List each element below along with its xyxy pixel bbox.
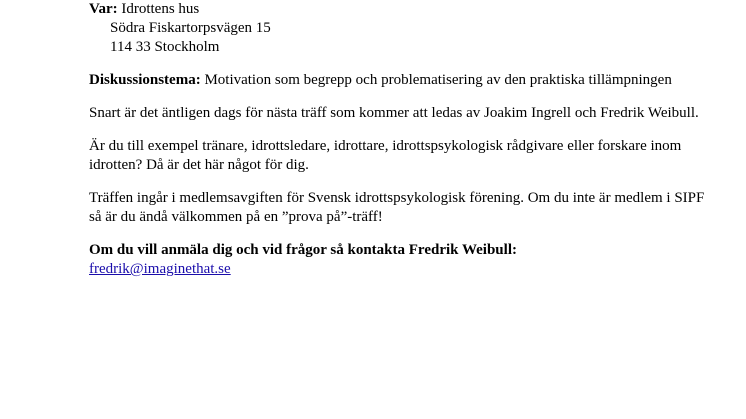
intro-paragraph: Snart är det äntligen dags för nästa träff som kommer att ledas av Joakim Ingrell och Fredrik Weibull. <box>89 105 699 121</box>
location-first-line <box>89 0 709 19</box>
location-postal-city: 114 33 Stockholm <box>110 39 220 55</box>
membership-paragraph: Träffen ingår i medlemsavgiften för Svensk idrottspsykologisk förening. Om du inte är medlem i SIPF så är du ändå välkommen på en ”prova på”-träff! <box>89 190 705 225</box>
location-venue: Idrottens hus <box>121 1 200 17</box>
discussion-topic <box>89 71 709 90</box>
document-body <box>89 0 709 293</box>
discussion-topic-text: Motivation som begrepp och problematisering av den praktiska tillämpningen <box>204 72 672 88</box>
contact-heading: Om du vill anmäla dig och vid frågor så kontakta Fredrik Weibull: <box>89 242 517 258</box>
location-street: Södra Fiskartorpsvägen 15 <box>110 20 271 36</box>
contact-email-link[interactable]: fredrik@imaginethat.se <box>89 261 231 277</box>
contact-block <box>89 241 709 279</box>
discussion-topic-label: Diskussionstema: <box>89 72 201 88</box>
location-block <box>89 0 709 57</box>
audience-paragraph: Är du till exempel tränare, idrottsledare, idrottare, idrottspsykologisk rådgivare eller forskare inom idrotten? Då är det här något för dig. <box>89 138 682 173</box>
location-label: Var: <box>89 1 118 17</box>
